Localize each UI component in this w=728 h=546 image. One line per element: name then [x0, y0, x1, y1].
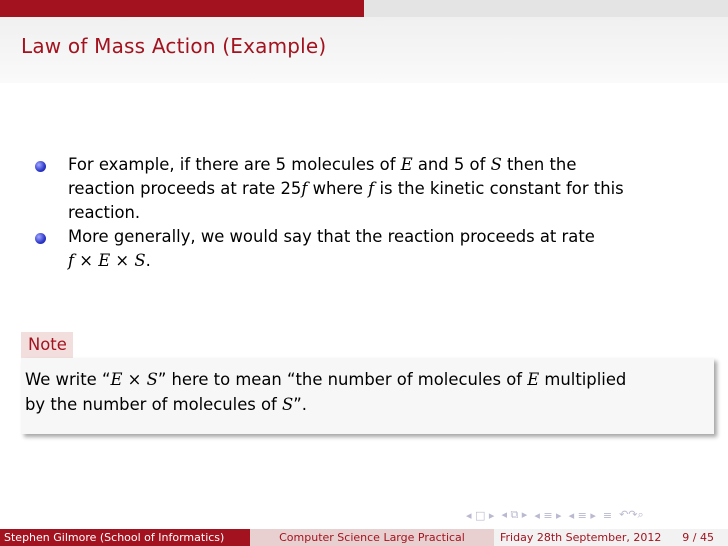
note-block: [21, 332, 714, 434]
top-bar: [0, 0, 728, 17]
footer-info: [494, 529, 728, 546]
nav-subsection-icon[interactable]: ◂ ⧉ ▸: [501, 508, 528, 521]
bullet-line: More generally, we would say that the reaction proceeds at rate: [68, 227, 595, 246]
top-bar-section-left: [0, 0, 364, 17]
footer-author: Stephen Gilmore (School of Informatics): [0, 529, 250, 546]
bullet-item: [30, 225, 710, 273]
footer-page-number: 9 / 45: [682, 531, 714, 544]
note-label: Note: [21, 332, 73, 358]
footer-course: Computer Science Large Practical: [250, 529, 494, 546]
nav-search-icon[interactable]: ↶↷⌕: [619, 508, 644, 521]
bullet-line: f × E × S.: [68, 251, 151, 270]
note-text: [25, 367, 713, 417]
nav-section-icon[interactable]: ◂ ≡ ▸: [534, 508, 562, 522]
footer: [0, 529, 728, 546]
navigation-bar: [466, 506, 716, 524]
note-line: by the number of molecules of S”.: [25, 395, 307, 414]
nav-frame-icon[interactable]: ◂ □ ▸: [466, 508, 495, 522]
bullet-icon: [35, 233, 46, 244]
note-body: [21, 358, 714, 434]
bullet-list: [30, 153, 710, 273]
nav-document-icon[interactable]: ◂ ≡ ▸: [568, 508, 596, 522]
bullet-item: [30, 153, 710, 225]
bullet-line: For example, if there are 5 molecules of E and 5 of S then the: [68, 155, 577, 174]
note-line: We write “E × S” here to mean “the number of molecules of E multiplied: [25, 370, 627, 389]
slide-title: Law of Mass Action (Example): [21, 34, 327, 58]
top-bar-section-right: [364, 0, 728, 17]
footer-date: Friday 28th September, 2012: [500, 531, 662, 544]
bullet-line: reaction proceeds at rate 25f where f is the kinetic constant for this: [68, 179, 624, 198]
nav-align-icon[interactable]: ≡: [602, 508, 613, 522]
bullet-icon: [35, 161, 46, 172]
bullet-line: reaction.: [68, 203, 141, 222]
